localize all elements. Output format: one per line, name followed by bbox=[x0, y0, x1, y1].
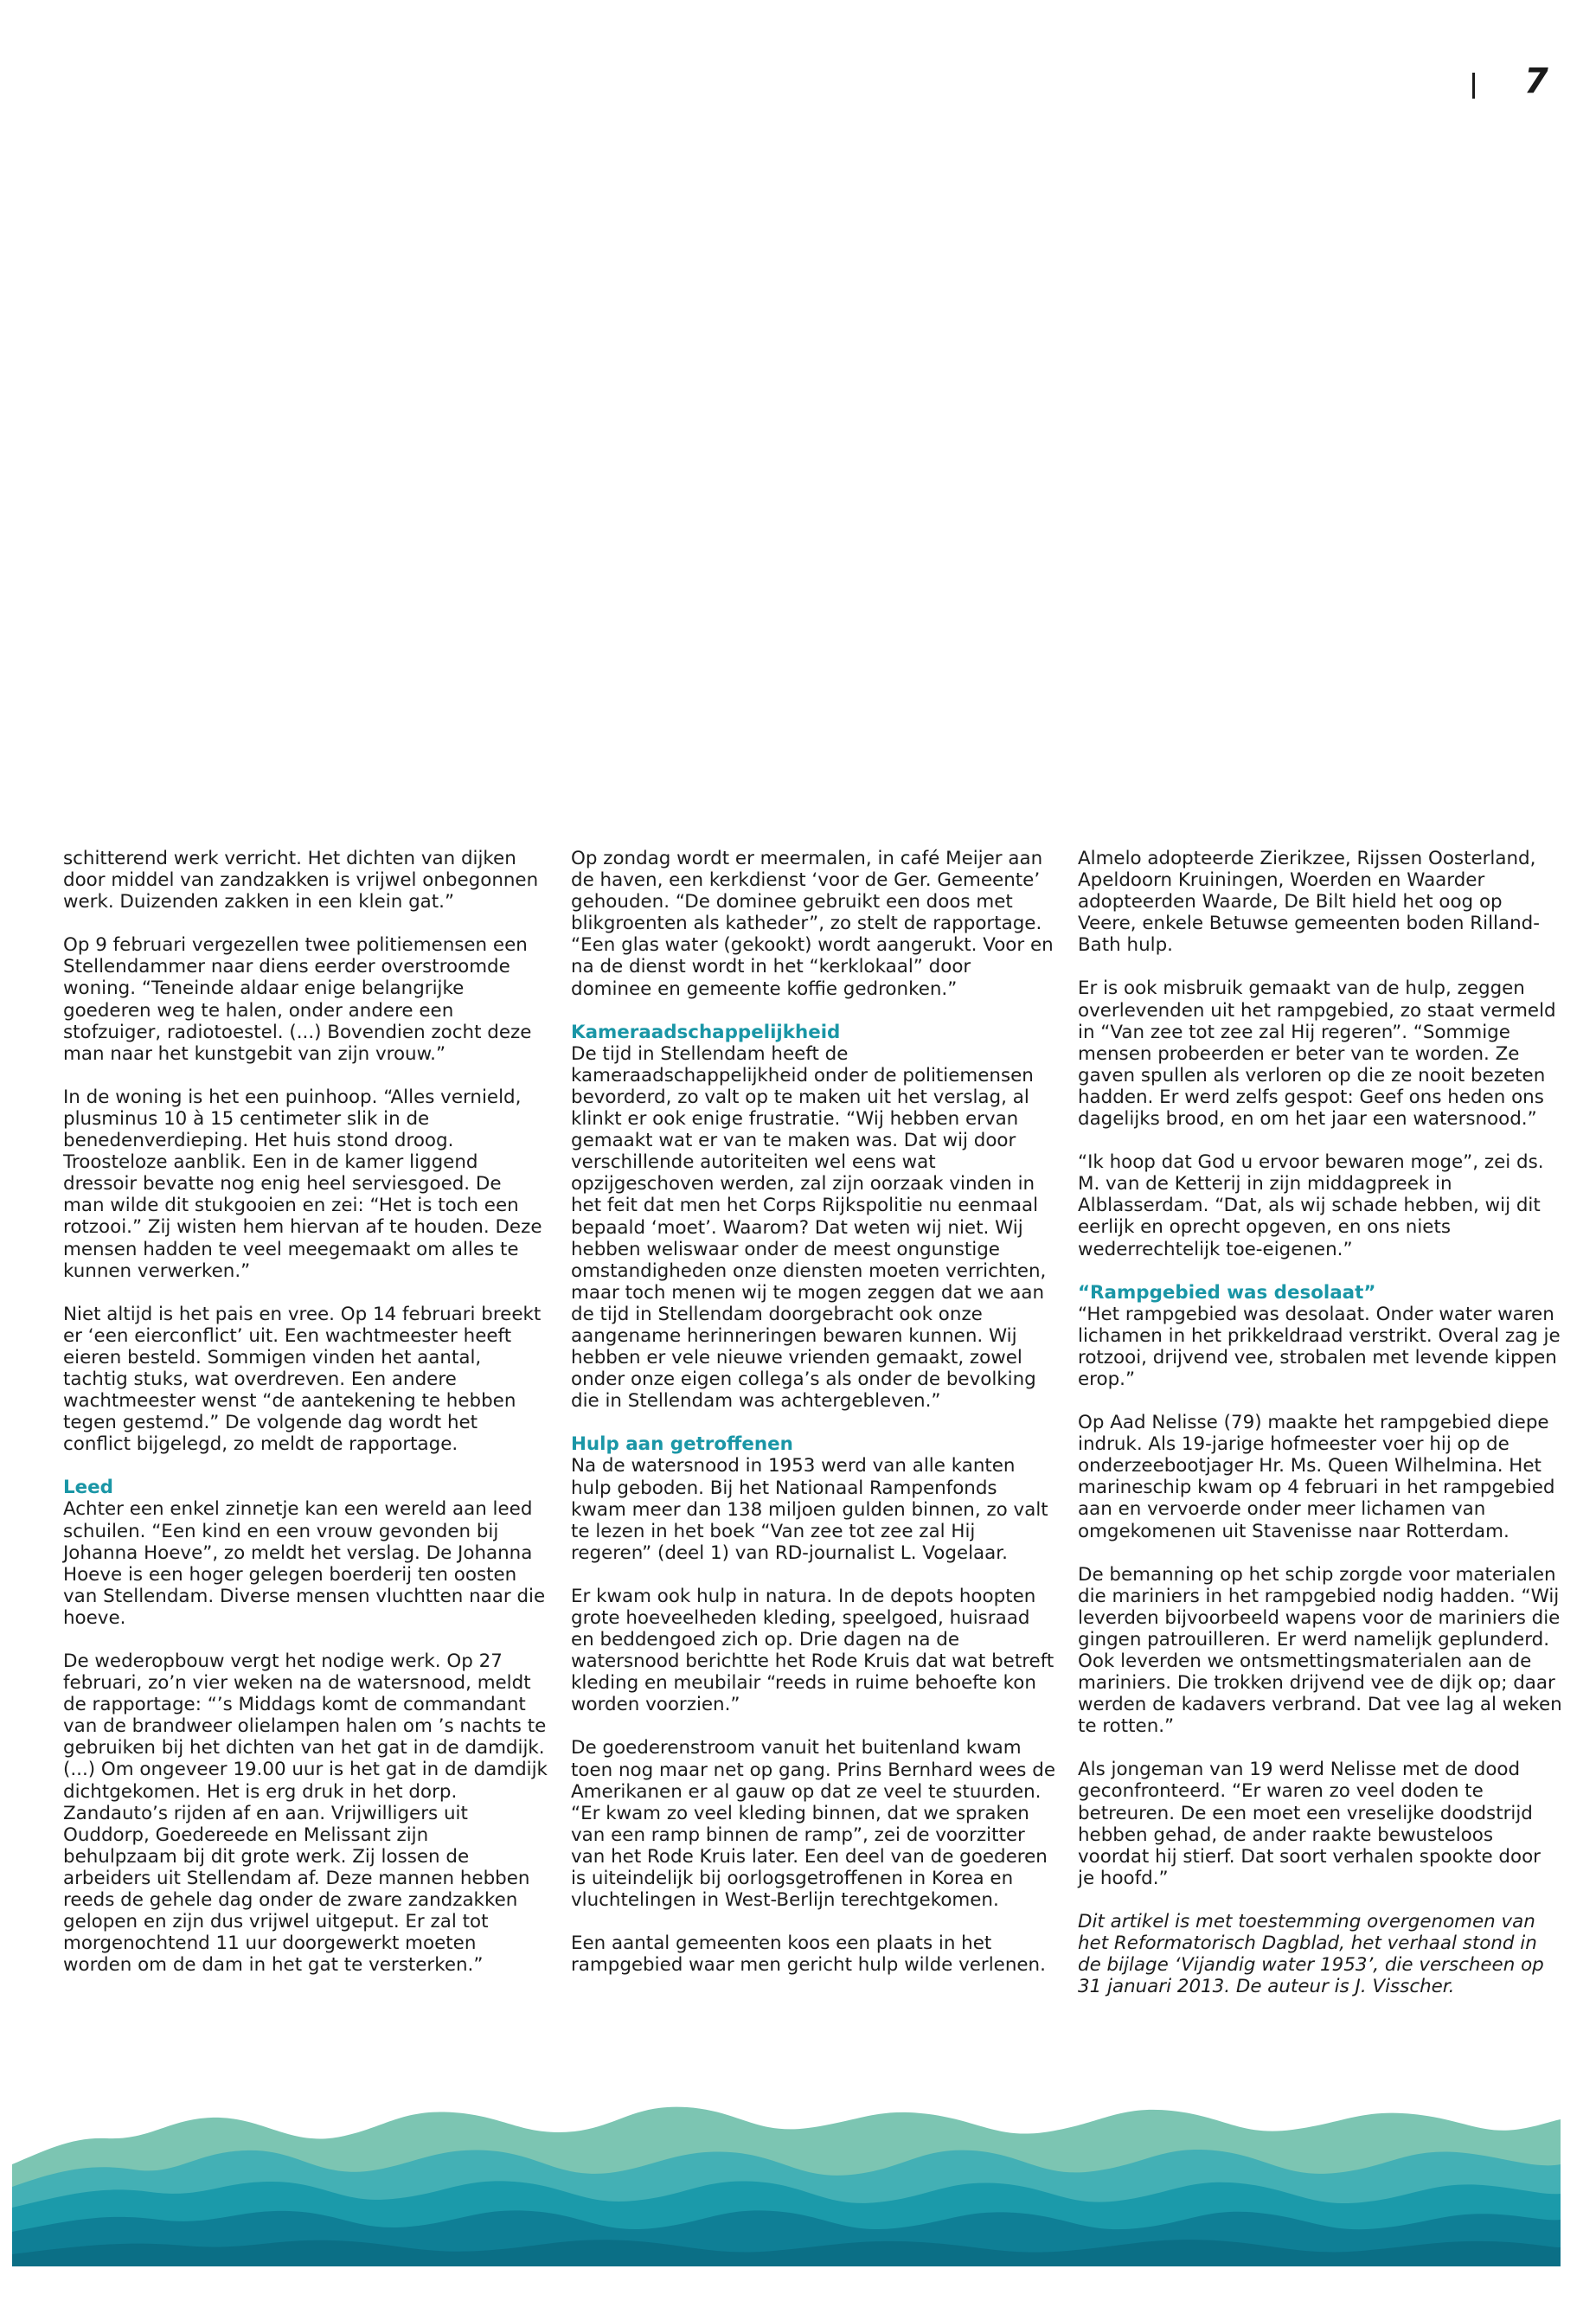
page-number: 7 bbox=[1524, 61, 1548, 101]
article-paragraph: De wederopbouw vergt het nodige werk. Op 27 februari, zo’n vier weken na de watersnood, meldt de rapportage: “’s Middags komt de commandant van de brandweer olielampen halen om ’s nachts te gebruiken bij het dichten van het gat in de damdijk. (...) Om ongeveer 19.00 uur is het gat in de damdijk dichtgekomen. Het is erg druk in het dorp. Zandauto’s rijden af en aan. Vrijwilligers uit Ouddorp, Goedereede en Melissant zijn behulpzaam bij dit grote werk. Zij lossen de arbeiders uit Stellendam af. Deze mannen hebben reeds de gehele dag onder de zware zandzakken gelopen en zijn dus vrijwel uitgeput. Er zal tot morgenochtend 11 uur doorgewerkt moeten worden om de dam in het gat te versterken.” bbox=[63, 1650, 548, 1977]
article-paragraph: schitterend werk verricht. Het dichten van dijken door middel van zandzakken is vrijwel onbegonnen werk. Duizenden zakken in een klein gat.” bbox=[63, 848, 539, 913]
section-heading: “Rampgebied was desolaat” bbox=[1078, 1281, 1376, 1304]
article-paragraph: Na de watersnood in 1953 werd van alle kanten hulp geboden. Bij het Nationaal Rampenfonds kwam meer dan 138 miljoen gulden binnen, zo valt te lezen in het boek “Van zee tot zee zal Hij regeren” (deel 1) van RD-journalist L. Vogelaar. bbox=[571, 1455, 1048, 1564]
article-paragraph: “Het rampgebied was desolaat. Onder water waren lichamen in het prikkeldraad verstrikt. Overal zag je rotzooi, drijvend vee, strobalen met levende kippen erop.” bbox=[1078, 1303, 1561, 1390]
article-paragraph: In de woning is het een puinhoop. “Alles vernield, plusminus 10 à 15 centimeter slik in de benedenverdieping. Het huis stond droog. Troosteloze aanblik. Een in de kamer liggend dressoir bevatte nog enig heel serviesgoed. De man wilde dit stukgooien en zei: “Het is toch een rotzooi.” Zij wisten hem hiervan af te houden. Deze mensen hadden te veel meegemaakt om alles te kunnen verwerken.” bbox=[63, 1086, 542, 1282]
section-heading: Hulp aan getroffenen bbox=[571, 1433, 793, 1456]
article-paragraph: De goederenstroom vanuit het buitenland kwam toen nog maar net op gang. Prins Bernhard wees de Amerikanen er al gauw op dat ze veel te stuurden. “Er kwam zo veel kleding binnen, dat we spraken van een ramp binnen de ramp”, zei de voorzitter van het Rode Kruis later. Een deel van de goederen is uiteindelijk bij oorlogsgetroffenen in Korea en vluchtelingen in West-Berlijn terechtgekomen. bbox=[571, 1737, 1055, 1912]
section-heading: Leed bbox=[63, 1477, 113, 1499]
article-paragraph: Er is ook misbruik gemaakt van de hulp, zeggen overlevenden uit het rampgebied, zo staat vermeld in “Van zee tot zee zal Hij regeren”. “Sommige mensen probeerden er beter van te worden. Ze gaven spullen als verloren op die ze nooit bezeten hadden. Er werd zelfs gespot: Geef ons heden ons dagelijks brood, en om het jaar een watersnood.” bbox=[1078, 977, 1556, 1131]
article-column-2 bbox=[571, 848, 1055, 1997]
article-paragraph: Op Aad Nelisse (79) maakte het rampgebied diepe indruk. Als 19-jarige hofmeester voer hij op de onderzeebootjager Hr. Ms. Queen Wilhelmina. Het marineschip kwam op 4 februari in het rampgebied aan en vervoerde onder meer lichamen van omgekomenen uit Stavenisse naar Rotterdam. bbox=[1078, 1412, 1555, 1542]
page-number-divider bbox=[1472, 73, 1475, 99]
article-paragraph: Achter een enkel zinnetje kan een wereld aan leed schuilen. “Een kind en een vrouw gevonden bij Johanna Hoeve”, zo meldt het verslag. De Johanna Hoeve is een hoger gelegen boerderij ten oosten van Stellendam. Diverse mensen vluchtten naar die hoeve. bbox=[63, 1498, 546, 1629]
section-heading: Kameraadschappelijkheid bbox=[571, 1021, 841, 1043]
article-paragraph: Almelo adopteerde Zierikzee, Rijssen Oosterland, Apeldoorn Kruiningen, Woerden en Waarder adopteerden Waarde, De Bilt hield het oog op Veere, enkele Betuwse gemeenten boden Rilland-Bath hulp. bbox=[1078, 848, 1540, 957]
article-paragraph: Een aantal gemeenten koos een plaats in het rampgebied waar men gericht hulp wilde verlenen. bbox=[571, 1932, 1046, 1977]
article-paragraph: Als jongeman van 19 werd Nelisse met de dood geconfronteerd. “Er waren zo veel doden te betreuren. De een moet een vreselijke doodstrijd hebben gehad, de ander raakte bewusteloos voordat hij stierf. Dat soort verhalen spookte door je hoofd.” bbox=[1078, 1759, 1541, 1889]
article-paragraph: Niet altijd is het pais en vree. Op 14 februari breekt er ‘een eierconflict’ uit. Een wachtmeester heeft eieren besteld. Sommigen vinden het aantal, tachtig stuks, wat overdreven. Een andere wachtmeester wenst “de aantekening te hebben tegen gestemd.” De volgende dag wordt het conflict bijgelegd, zo meldt de rapportage. bbox=[63, 1303, 542, 1456]
article-paragraph: “Ik hoop dat God u ervoor bewaren moge”, zei ds. M. van de Ketterij in zijn middagpreek in Alblasserdam. “Dat, als wij schade hebben, wij dit eerlijk en oprecht opgeven, en ons niets wederrechtelijk toe-eigenen.” bbox=[1078, 1151, 1544, 1260]
article-credit: Dit artikel is met toestemming overgenomen van het Reformatorisch Dagblad, het verhaal stond in de bijlage ‘Vijandig water 1953’, die verscheen op 31 januari 2013. De auteur is J. Visscher. bbox=[1078, 1910, 1544, 1998]
article-paragraph: Op 9 februari vergezellen twee politiemensen een Stellendammer naar diens eerder overstroomde woning. “Teneinde aldaar enige belangrijke goederen weg te halen, onder andere een stofzuiger, radiotoestel. (...) Bovendien zocht deze man naar het kunstgebit van zijn vrouw.” bbox=[63, 934, 532, 1065]
article-column-3 bbox=[1078, 848, 1562, 2019]
article-paragraph: De tijd in Stellendam heeft de kameraadschappelijkheid onder de politiemensen bevorderd, zo valt op te maken uit het verslag, al klinkt er ook enige frustratie. “Wij hebben ervan gemaakt wat er van te maken was. Dat wij door verschillende autoriteiten wel eens wat opzijgeschoven werden, zal zijn oorzaak vinden in het feit dat men het Corps Rijkspolitie nu eenmaal bepaald ‘moet’. Waarom? Dat weten wij niet. Wij hebben weliswaar onder de meest ongunstige omstandigheden onze diensten moeten verrichten, maar toch menen wij te mogen zeggen dat we aan de tijd in Stellendam doorgebracht ook onze aangename herinneringen bewaren kunnen. Wij hebben er vele nieuwe vrienden gemaakt, zowel onder onze eigen collega’s als onder de bevolking die in Stellendam was achtergebleven.” bbox=[571, 1042, 1047, 1413]
article-paragraph: Op zondag wordt er meermalen, in café Meijer aan de haven, een kerkdienst ‘voor de Ger. Gemeente’ gehouden. “De dominee gebruikt een doos met blikgroenten als katheder”, zo stelt de rapportage. “Een glas water (gekookt) wordt aangerukt. Voor en na de dienst wordt in het “kerklokaal” door dominee en gemeente koffie gedronken.” bbox=[571, 848, 1054, 1000]
article-column-1 bbox=[63, 848, 548, 1997]
wave-decoration bbox=[12, 2102, 1561, 2266]
article-paragraph: Er kwam ook hulp in natura. In de depots hoopten grote hoeveelheden kleding, speelgoed, huisraad en beddengoed zich op. Drie dagen na de watersnood berichtte het Rode Kruis dat wat betreft kleding en meubilair “reeds in ruime behoefte kon worden voorzien.” bbox=[571, 1585, 1054, 1716]
article-paragraph: De bemanning op het schip zorgde voor materialen die mariniers in het rampgebied nodig hadden. “Wij leverden bijvoorbeeld wapens voor de mariniers die gingen patrouilleren. Er werd namelijk geplunderd. Ook leverden we ontsmettingsmaterialen aan de mariniers. Die trokken drijvend vee de dijk op; daar werden de kadavers verbrand. Dat vee lag al weken te rotten.” bbox=[1078, 1563, 1562, 1738]
